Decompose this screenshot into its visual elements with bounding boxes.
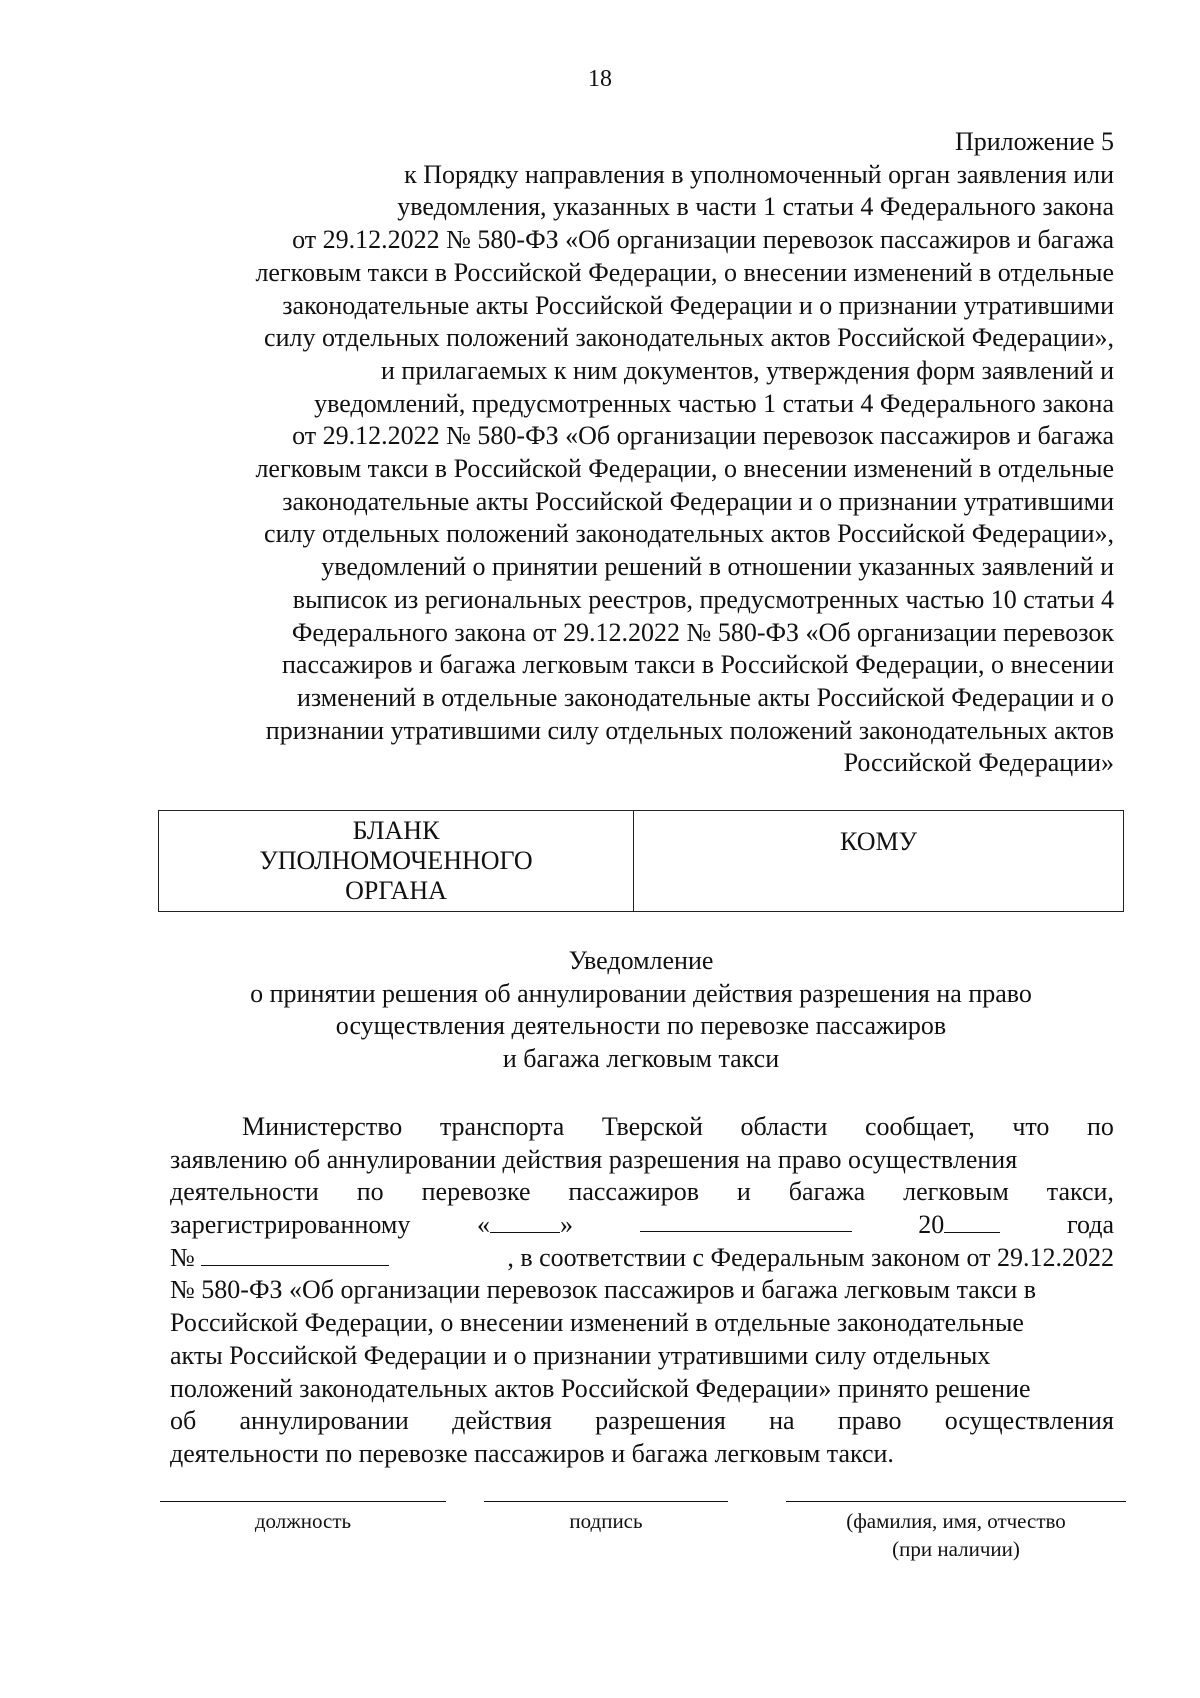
body-word: сообщает,	[864, 1112, 975, 1141]
body-word: области	[740, 1112, 828, 1141]
body-word: багажа	[788, 1177, 866, 1207]
full-name-line[interactable]	[786, 1501, 1126, 1502]
body-word: зарегистрированному	[170, 1210, 411, 1240]
body-word: транспорта	[439, 1112, 565, 1141]
full-name-caption-line: (при наличии)	[892, 1537, 1020, 1561]
position-line[interactable]	[160, 1501, 446, 1502]
signature-caption: подпись	[569, 1509, 643, 1533]
registration-number-field[interactable]: №	[170, 1242, 389, 1275]
annex-line: силу отдельных положений законодательных актов Российской Федерации»,	[264, 323, 1114, 353]
annex-line: Приложение 5	[954, 127, 1114, 156]
body-text-line: положений законодательных актов Российской Федерации» принято решение	[170, 1373, 1031, 1403]
annex-line: от 29.12.2022 № 580-ФЗ «Об организации перевозок пассажиров и багажа	[292, 421, 1114, 451]
signature-block	[0, 1501, 1200, 1581]
body-line-registration-date	[170, 1209, 1114, 1242]
body-word: аннулировании	[239, 1406, 409, 1436]
header-table	[158, 810, 1124, 912]
body-line	[170, 1144, 1114, 1177]
body-line-registration-number	[170, 1242, 1114, 1275]
notice-title: Уведомление	[568, 946, 714, 975]
notice-subtitle-line: о принятии решения об аннулировании действия разрешения на право	[250, 978, 1032, 1008]
body-line	[170, 1340, 1114, 1373]
signature-line[interactable]	[484, 1501, 728, 1502]
body-word: разрешения	[595, 1406, 726, 1436]
annex-header	[154, 126, 1114, 780]
body-line	[170, 1176, 1114, 1209]
body-text-line: деятельности по перевозке пассажиров и багажа легковым такси.	[170, 1438, 894, 1468]
annex-line: и прилагаемых к ним документов, утверждения форм заявлений и	[380, 355, 1114, 385]
annex-line: пассажиров и багажа легковым такси в Российской Федерации, о внесении	[282, 650, 1114, 680]
authority-letterhead-cell	[159, 811, 634, 911]
annex-line: законодательные акты Российской Федерации и о признании утратившими	[282, 486, 1114, 516]
body-word: действия	[452, 1406, 552, 1436]
page-number: 18	[588, 66, 612, 92]
body-text-line: , в соответствии с Федеральным законом от 29.12.2022	[507, 1242, 1114, 1272]
body-word: легковым	[903, 1177, 1009, 1207]
body-line	[170, 1111, 1114, 1144]
body-word: и	[736, 1177, 751, 1207]
annex-line: Российской Федерации»	[843, 748, 1114, 778]
body-line	[170, 1405, 1114, 1438]
annex-line: уведомления, указанных в части 1 статьи 4 Федерального закона	[397, 192, 1114, 222]
body-text-line: Российской Федерации, о внесении изменений в отдельные законодательные	[170, 1308, 1024, 1338]
annex-line: от 29.12.2022 № 580-ФЗ «Об организации перевозок пассажиров и багажа	[292, 225, 1114, 255]
body-word: перевозке	[421, 1177, 531, 1207]
body-line	[170, 1274, 1114, 1307]
body-word: Министерство	[242, 1112, 403, 1141]
body-word: право	[837, 1406, 902, 1436]
notice-subtitle-line: и багажа легковым такси	[502, 1043, 780, 1073]
body-word: такси,	[1046, 1177, 1114, 1207]
annex-line: к Порядку направления в уполномоченный орган заявления или	[404, 159, 1114, 189]
position-caption: должность	[254, 1509, 352, 1533]
body-line	[170, 1373, 1114, 1406]
date-month-field[interactable]	[640, 1209, 852, 1232]
annex-line: Федерального закона от 29.12.2022 № 580-ФЗ «Об организации перевозок	[291, 617, 1114, 647]
annex-line: изменений в отдельные законодательные акты Российской Федерации и о	[296, 682, 1114, 712]
recipient-cell	[634, 811, 1123, 911]
body-word: об	[170, 1406, 197, 1436]
body-line	[170, 1438, 1114, 1471]
notice-subtitle-line: осуществления деятельности по перевозке пассажиров	[335, 1011, 947, 1040]
recipient-label: КОМУ	[840, 827, 917, 856]
body-word: Тверской	[601, 1112, 703, 1141]
notice-title-block	[158, 945, 1124, 1075]
annex-line: уведомлений о принятии решений в отношении указанных заявлений и	[321, 552, 1114, 582]
body-word: осуществления	[944, 1406, 1114, 1436]
full-name-caption	[786, 1507, 1126, 1563]
body-word: пассажиров	[568, 1177, 699, 1207]
annex-line: признании утратившими силу отдельных положений законодательных актов	[265, 715, 1114, 745]
body-word: года	[1066, 1210, 1114, 1240]
body-word: на	[769, 1406, 795, 1436]
body-word: по	[1087, 1112, 1114, 1141]
notice-body	[170, 1111, 1114, 1471]
body-text-line: заявлению об аннулировании действия разрешения на право осуществления	[170, 1144, 1018, 1174]
body-word: по	[356, 1177, 384, 1207]
annex-line: уведомлений, предусмотренных частью 1 статьи 4 Федерального закона	[314, 388, 1114, 418]
annex-line: законодательные акты Российской Федерации и о признании утратившими	[282, 290, 1114, 320]
annex-line: легковым такси в Российской Федерации, о внесении изменений в отдельные	[255, 257, 1114, 287]
body-line	[170, 1307, 1114, 1340]
date-day-field[interactable]: « »	[476, 1210, 573, 1240]
body-word: деятельности	[170, 1177, 319, 1207]
body-text-line: № 580-ФЗ «Об организации перевозок пассажиров и багажа легковым такси в	[170, 1275, 1037, 1305]
date-year-field[interactable]: 20	[918, 1209, 1000, 1242]
authority-letterhead-label: БЛАНК УПОЛНОМОЧЕННОГО ОРГАНА	[259, 816, 533, 905]
annex-line: силу отдельных положений законодательных актов Российской Федерации»,	[264, 519, 1114, 549]
annex-line: выписок из региональных реестров, предусмотренных частью 10 статьи 4	[292, 584, 1114, 614]
body-text-line: акты Российской Федерации и о признании утратившими силу отдельных	[170, 1340, 991, 1370]
annex-line: легковым такси в Российской Федерации, о внесении изменений в отдельные	[255, 454, 1114, 484]
body-word: что	[1012, 1112, 1050, 1141]
full-name-caption-line: (фамилия, имя, отчество	[846, 1509, 1066, 1533]
